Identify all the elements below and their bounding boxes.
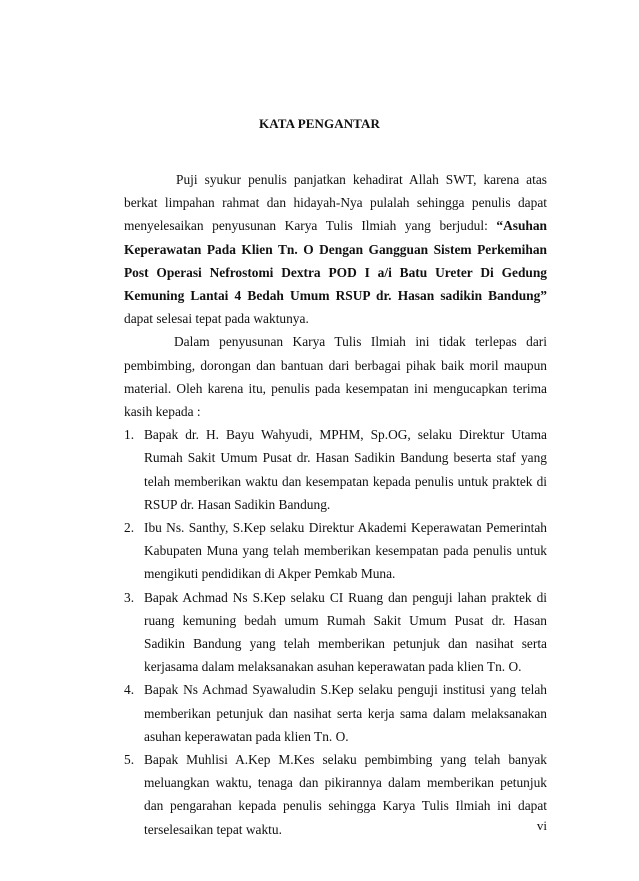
list-item	[124, 423, 547, 516]
list-item	[124, 516, 547, 586]
list-text: Ibu Ns. Santhy, S.Kep selaku Direktur Akademi Keperawatan Pemerintah Kabupaten Muna yang telah memberikan kesempatan pada penulis untuk mengikuti pendidikan di Akper Pemkab Muna.	[144, 520, 547, 582]
acknowledgement-list	[124, 423, 547, 841]
list-text: Bapak Ns Achmad Syawaludin S.Kep selaku penguji institusi yang telah memberikan petunjuk dan nasihat serta kerja sama dalam melaksanakan asuhan keperawatan pada klien Tn. O.	[144, 682, 547, 744]
list-number: 1.	[124, 427, 135, 443]
page-number: vi	[536, 818, 547, 833]
list-item	[124, 748, 547, 841]
list-number: 2.	[124, 520, 135, 536]
paragraph-text: Puji syukur penulis panjatkan kehadirat Allah SWT, karena atas berkat limpahan rahmat dan hidayah-Nya pulalah sehingga penulis dapat menyelesaikan penyusunan Karya Tulis Ilmiah yang berjudul:	[124, 172, 547, 234]
list-item	[124, 678, 547, 748]
list-number: 4.	[124, 682, 135, 698]
list-text: Bapak Muhlisi A.Kep M.Kes selaku pembimbing yang telah banyak meluangkan waktu, tenaga dan pikirannya dalam memberikan petunjuk dan pengarahan kepada penulis sehingga Karya Tulis Ilmiah ini dapat terselesaikan tepat waktu.	[144, 752, 547, 837]
body-content	[124, 168, 547, 841]
list-number: 5.	[124, 752, 135, 768]
second-paragraph: Dalam penyusunan Karya Tulis Ilmiah ini tidak terlepas dari pembimbing, dorongan dan bantuan dari berbagai pihak baik moril maupun material. Oleh karena itu, penulis pada kesempatan ini mengucapkan terima kasih kepada :	[124, 334, 547, 420]
list-text: Bapak dr. H. Bayu Wahyudi, MPHM, Sp.OG, selaku Direktur Utama Rumah Sakit Umum Pusat dr. Hasan Sadikin Bandung beserta staf yang telah memberikan waktu dan kesempatan kepada penulis untuk praktek di RSUP dr. Hasan Sadikin Bandung.	[144, 427, 547, 512]
paragraph-text: dapat selesai tepat pada waktunya.	[124, 311, 309, 327]
page-title: KATA PENGANTAR	[259, 116, 380, 131]
list-number: 3.	[124, 589, 135, 605]
list-text: Bapak Achmad Ns S.Kep selaku CI Ruang dan penguji lahan praktek di ruang kemuning bedah umum Rumah Sakit Umum Pusat dr. Hasan Sadikin Bandung yang telah memberikan petunjuk dan nasihat serta kerjasama dalam melaksanakan asuhan keperawatan pada klien Tn. O.	[144, 589, 547, 675]
list-item	[124, 586, 547, 679]
opening-paragraph	[124, 168, 547, 330]
thesis-title: “Asuhan Keperawatan Pada Klien Tn. O Dengan Gangguan Sistem Perkemihan Post Operasi Nefrostomi Dextra POD I a/i Batu Ureter Di Gedung Kemuning Lantai 4 Bedah Umum RSUP dr. Hasan sadikin Bandung”	[124, 218, 547, 304]
